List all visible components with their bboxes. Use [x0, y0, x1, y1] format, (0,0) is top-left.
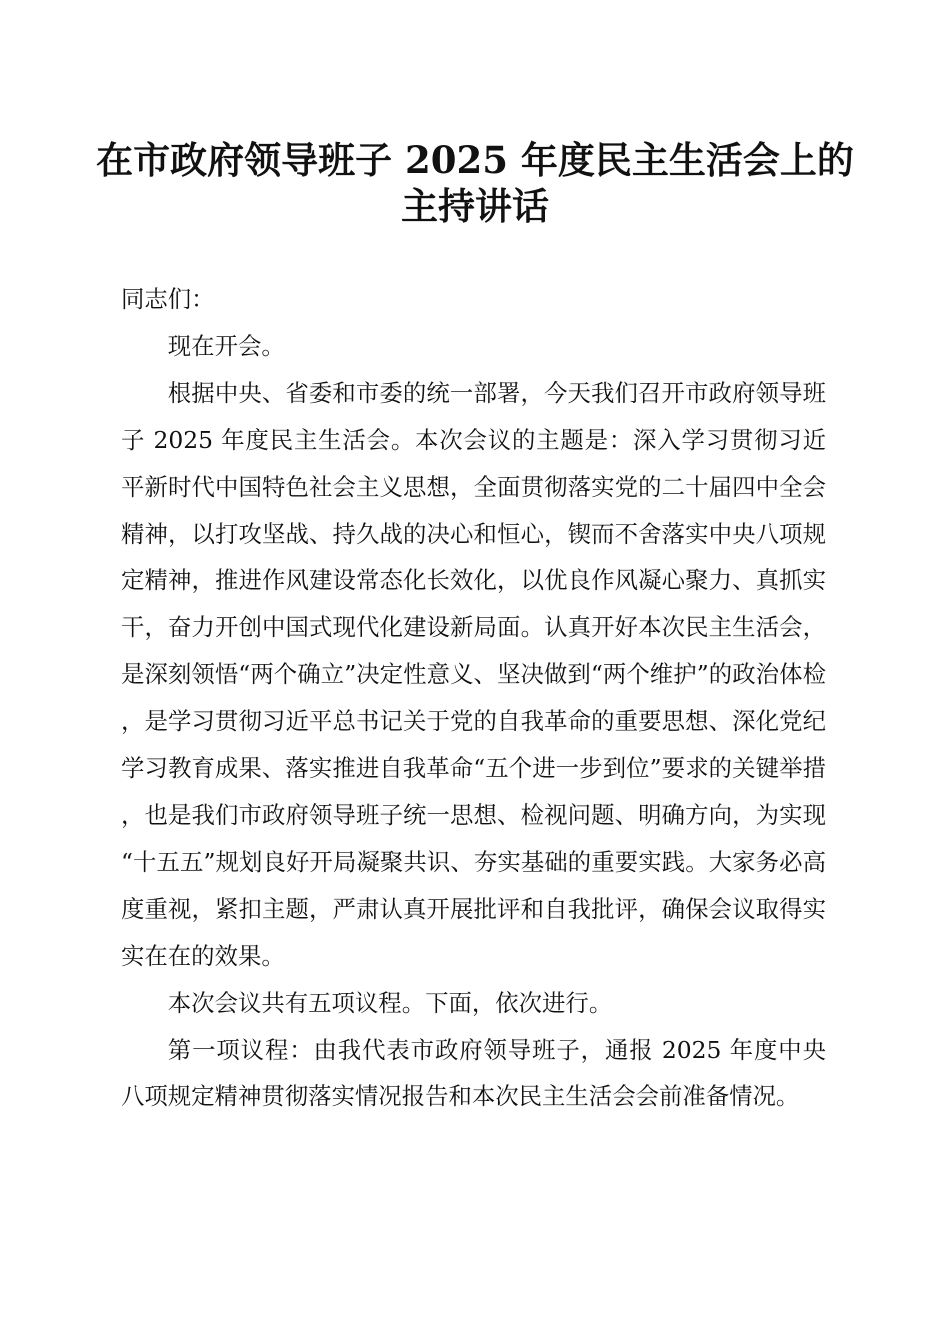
paragraph-agenda-intro: 本次会议共有五项议程。下面，依次进行。 — [167, 988, 613, 1017]
salutation: 同志们： — [121, 285, 215, 313]
paragraph-agenda-item-1: 第一项议程：由我代表市政府领导班子，通报 2025 年度中央八项规定精神贯彻落实情况报告和本次民主生活会会前准备情况。 — [121, 1035, 826, 1111]
paragraph-opening: 现在开会。 — [167, 331, 285, 360]
document-title-line-2: 主持讲话 — [401, 184, 549, 228]
paragraph-background: 根据中央、省委和市委的统一部署，今天我们召开市政府领导班子 2025 年度民主生活会。本次会议的主题是：深入学习贯彻习近平新时代中国特色社会主义思想，全面贯彻落实党的二十届四中全会精神，以打攻坚战、持久战的决心和恒心，锲而不舍落实中央八项规定精神，推进作风建设常态化长效化，以优良作风凝心聚力、真抓实干，奋力开创中国式现代化建设新局面。认真开好本次民主生活会，是深刻领悟“两个确立”决定性意义、坚决做到“两个维护”的政治体检，是学习贯彻习近平总书记关于党的自我革命的重要思想、深化党纪学习教育成果、落实推进自我革命“五个进一步到位”要求的关键举措，也是我们市政府领导班子统一思想、检视问题、明确方向，为实现“十五五”规划良好开局凝聚共识、夯实基础的重要实践。大家务必高度重视，紧扣主题，严肃认真开展批评和自我批评，确保会议取得实实在在的效果。 — [121, 378, 826, 970]
document-body — [121, 276, 826, 1120]
document-title-line-1: 在市政府领导班子 2025 年度民主生活会上的 — [96, 138, 854, 182]
